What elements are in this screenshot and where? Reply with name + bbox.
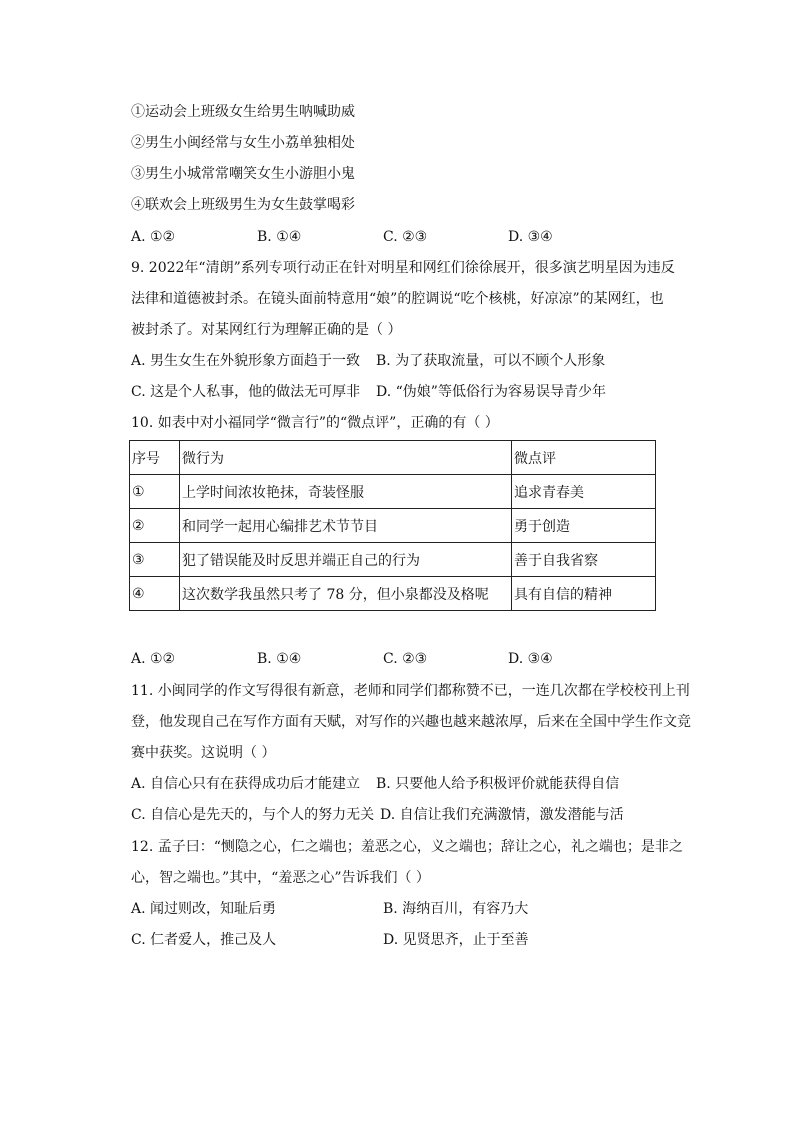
q12-stem-line-2: 心，智之端也。”其中，“羞恶之心”告诉我们（ ） <box>131 870 430 886</box>
q8-option-d: D. ③④ <box>508 229 553 245</box>
q12-option-c: C. 仁者爱人，推己及人 <box>131 932 277 948</box>
table-header-cell: 微点评 <box>512 441 656 475</box>
q9-stem-line-3: 被封杀了。对某网红行为理解正确的是（ ） <box>131 322 402 338</box>
q9-stem-line-2: 法律和道德被封杀。在镜头面前特意用“娘”的腔调说“吃个核桃，好凉凉”的某网红，也 <box>131 291 664 307</box>
q12-option-d: D. 见贤思齐，止于至善 <box>383 932 529 948</box>
q10-stem: 10. 如表中对小福同学“微言行”的“微点评”，正确的有（ ） <box>131 415 499 431</box>
table-cell: 勇于创造 <box>512 509 656 543</box>
q12-option-b: B. 海纳百川，有容乃大 <box>383 901 529 917</box>
q8-item-4: ④联欢会上班级男生为女生鼓掌喝彩 <box>131 197 355 213</box>
q11-option-a: A. 自信心只有在获得成功后才能建立 <box>131 776 361 792</box>
table-row <box>130 509 656 543</box>
q8-option-a: A. ①② <box>131 229 176 245</box>
q11-option-c: C. 自信心是先天的，与个人的努力无关 <box>131 807 375 823</box>
table-row <box>130 543 656 577</box>
q10-option-a: A. ①② <box>131 651 176 667</box>
table-cell: 犯了错误能及时反思并端正自己的行为 <box>180 543 512 577</box>
q11-stem-line-2: 登，他发现自己在写作方面有天赋，对写作的兴趣也越来越浓厚，后来在全国中学生作文竞 <box>131 714 691 730</box>
q10-option-b: B. ①④ <box>257 651 302 667</box>
q10-option-d: D. ③④ <box>508 651 553 667</box>
q8-item-3: ③男生小城常常嘲笑女生小游胆小鬼 <box>131 166 355 182</box>
table-cell: ④ <box>130 577 180 611</box>
table-cell: 上学时间浓妆艳抹，奇装怪服 <box>180 475 512 509</box>
q9-option-a: A. 男生女生在外貌形象方面趋于一致 <box>131 353 361 369</box>
table-header-cell: 序号 <box>130 441 180 475</box>
q10-table <box>129 440 656 611</box>
q11-option-b: B. 只要他人给予积极评价就能获得自信 <box>376 776 620 792</box>
q11-stem-line-1: 11. 小闽同学的作文写得很有新意，老师和同学们都称赞不已，一连几次都在学校校刊上刊 <box>131 683 690 699</box>
q8-item-2: ②男生小闽经常与女生小荔单独相处 <box>131 135 355 151</box>
table-cell: ② <box>130 509 180 543</box>
q11-option-d: D. 自信让我们充满激情，激发潜能与活 <box>380 807 624 823</box>
q12-stem-line-1: 12. 孟子曰：“恻隐之心，仁之端也；羞恶之心，义之端也；辞让之心，礼之端也；是非之 <box>131 839 683 855</box>
table-cell: 和同学一起用心编排艺术节节目 <box>180 509 512 543</box>
table-cell: 具有自信的精神 <box>512 577 656 611</box>
q9-option-b: B. 为了获取流量，可以不顾个人形象 <box>376 353 606 369</box>
table-header-cell: 微行为 <box>180 441 512 475</box>
table-cell: ③ <box>130 543 180 577</box>
q8-option-b: B. ①④ <box>257 229 302 245</box>
q12-option-a: A. 闻过则改，知耻后勇 <box>131 901 277 917</box>
table-cell: 善于自我省察 <box>512 543 656 577</box>
table-cell: 这次数学我虽然只考了 78 分，但小泉都没及格呢 <box>180 577 512 611</box>
q9-option-d: D. “伪娘”等低俗行为容易误导青少年 <box>376 384 606 400</box>
q9-stem-line-1: 9. 2022年“清朗”系列专项行动正在针对明星和网红们徐徐展开，很多演艺明星因为违反 <box>131 260 675 276</box>
q10-option-c: C. ②③ <box>383 651 428 667</box>
table-row <box>130 577 656 611</box>
table-cell: ① <box>130 475 180 509</box>
q8-item-1: ①运动会上班级女生给男生呐喊助威 <box>131 104 355 120</box>
table-cell: 追求青春美 <box>512 475 656 509</box>
q11-stem-line-3: 赛中获奖。这说明（ ） <box>131 745 276 761</box>
q9-option-c: C. 这是个人私事，他的做法无可厚非 <box>131 384 361 400</box>
q8-option-c: C. ②③ <box>383 229 428 245</box>
table-header-row <box>130 441 656 475</box>
table-row <box>130 475 656 509</box>
